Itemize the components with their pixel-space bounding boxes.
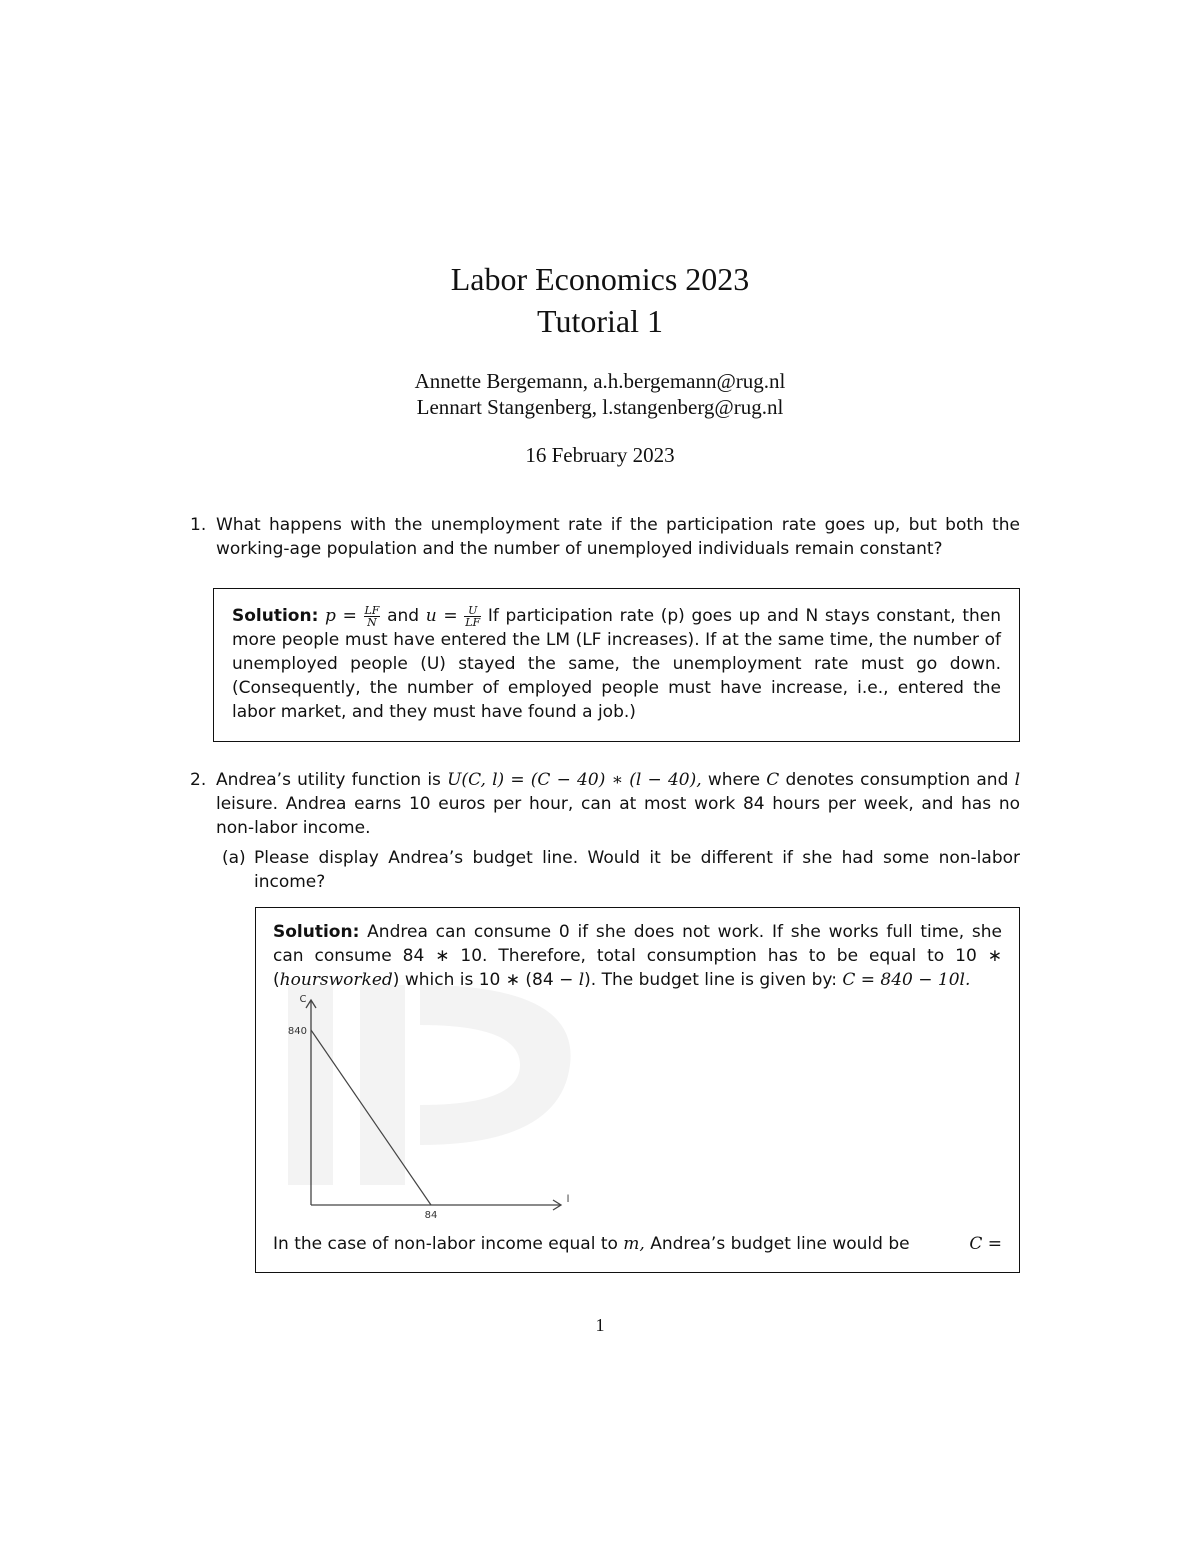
var-u: u	[425, 606, 437, 626]
fraction-u-lf: $\frac{U}{LF}$	[465, 603, 481, 629]
budget-equation: C = 840 − 10l.	[842, 970, 971, 990]
document-title	[0, 258, 1200, 342]
question-1-text: What happens with the unemployment rate if the participation rate goes up, but both the working-age population and the number of unemployed individuals remain constant?	[216, 515, 1020, 559]
title-line-2: Tutorial 1	[537, 303, 663, 339]
y-axis-label: C	[299, 994, 307, 1005]
date: 16 February 2023	[525, 443, 675, 467]
solution-label: Solution:	[273, 922, 360, 942]
y-tick-label-840: 840	[287, 1026, 307, 1037]
fraction-lf-n: $\frac{LF}{N}$	[364, 603, 380, 629]
question-2-number: 2.	[190, 770, 207, 790]
solution-2-text: Solution: Andrea can consume 0 if she does not work. If she works full time, she can consume 84 ∗ 10. Therefore, total consumption has to be equal to 10 ∗ (hoursworked) which is 10 ∗ (84 − l). The budget line is given by: C = 840 − 10l.	[273, 922, 1003, 990]
author-1: Annette Bergemann, a.h.bergemann@rug.nl	[414, 369, 786, 393]
part-a-text: Please display Andrea’s budget line. Would it be different if she had some non-labor income?	[254, 848, 1020, 892]
question-2-text: Andrea’s utility function is U(C, l) = (C − 40) ∗ (l − 40), where C denotes consumption and l leisure. Andrea earns 10 euros per hour, can at most work 84 hours per week, and has no non-labor income.	[216, 770, 1020, 838]
page-number: 1	[595, 1315, 605, 1335]
part-a-label: (a)	[222, 848, 246, 868]
equals: =	[443, 606, 458, 626]
x-tick-label-84: 84	[424, 1210, 438, 1220]
solution-label: Solution:	[232, 606, 319, 626]
question-1-number: 1.	[190, 515, 207, 535]
budget-line-chart	[276, 990, 576, 1220]
x-axis-label: l	[566, 1194, 570, 1205]
solution-box-2	[255, 907, 1020, 1273]
title-line-1: Labor Economics 2023	[450, 261, 750, 297]
author-2: Lennart Stangenberg, l.stangenberg@rug.nl	[416, 395, 784, 419]
after-equation: C =	[969, 1234, 1002, 1254]
utility-function: U(C, l) = (C − 40) ∗ (l − 40),	[447, 770, 702, 790]
hours-worked: hoursworked	[279, 970, 393, 990]
solution-box-1	[213, 588, 1020, 742]
equals: =	[342, 606, 357, 626]
budget-line	[311, 1030, 431, 1205]
solution-1-text	[232, 604, 1001, 724]
and-word: and	[387, 606, 420, 626]
solution-2-after-text: In the case of non-labor income equal to m, Andrea’s budget line would be C =	[273, 1234, 1002, 1254]
authors	[0, 368, 1200, 420]
var-p: p	[325, 606, 336, 626]
solution-1-body: If participation rate (p) goes up and N stays constant, then more people must have entered the LM (LF increases). If at the same time, the number of unemployed people (U) stayed the same, the unemployment rate must go down. (Consequently, the number of employed people must have increase, i.e., entered the labor market, and they must have found a job.)	[232, 606, 1001, 722]
